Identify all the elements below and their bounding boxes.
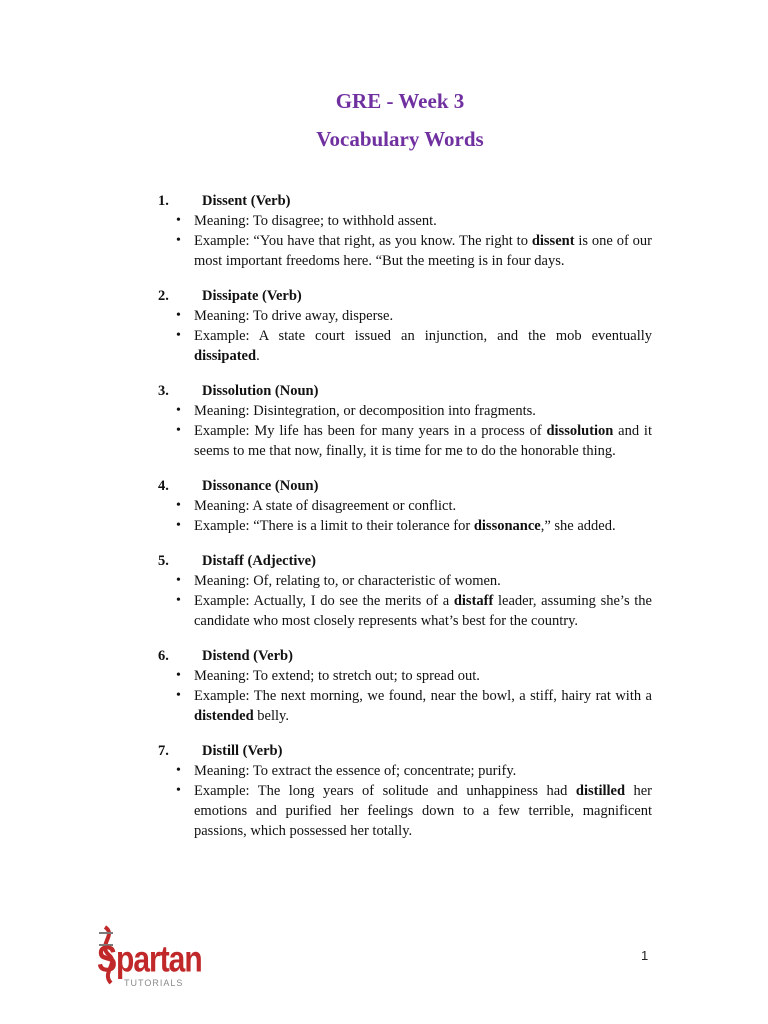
example-after: belly. (253, 708, 289, 724)
meaning-text: Meaning: To drive away, disperse. (194, 308, 394, 324)
example-keyword: distaff (453, 593, 494, 609)
page-title: GRE - Week 3 (335, 89, 465, 113)
vocab-number: 6. (158, 648, 169, 664)
vocab-number: 2. (158, 288, 169, 304)
example-bullet (158, 686, 652, 726)
vocab-word: Dissonance (Noun) (202, 478, 319, 494)
bullet-icon: • (176, 328, 181, 343)
bullet-icon: • (176, 213, 181, 228)
vocab-number: 7. (158, 743, 169, 759)
vocab-word: Dissolution (Noun) (202, 383, 319, 399)
meaning-text: Meaning: To disagree; to withhold assent. (194, 213, 437, 229)
vocab-word: Distill (Verb) (202, 743, 283, 759)
vocab-word: Distend (Verb) (202, 648, 293, 664)
meaning-bullet (158, 401, 652, 421)
bullet-icon: • (176, 498, 181, 513)
meaning-text: Meaning: Of, relating to, or characteristic of women. (194, 573, 501, 589)
example-text (194, 231, 652, 271)
example-before: Example: The next morning, we found, near the bowl, a stiff, hairy rat with a (194, 688, 652, 704)
vocab-number: 3. (158, 383, 169, 399)
bullet-icon: • (176, 668, 181, 683)
bullet-icon: • (176, 403, 181, 418)
vocab-entry (158, 191, 652, 271)
vocab-heading (158, 381, 652, 401)
example-before: Example: My life has been for many years in a process of (194, 423, 547, 439)
example-after: leader, assuming she’s the candidate who most closely represents what’s best for the country. (194, 593, 652, 629)
bullet-icon: • (176, 233, 181, 248)
bullet-icon: • (176, 783, 181, 798)
vocab-heading (158, 741, 652, 761)
meaning-bullet (158, 211, 652, 231)
vocab-entry (158, 381, 652, 461)
vocab-number: 1. (158, 193, 169, 209)
bullet-icon: • (176, 763, 181, 778)
example-text (194, 781, 652, 841)
example-before: Example: “There is a limit to their tolerance for (194, 518, 474, 534)
vocab-entry (158, 286, 652, 366)
vocabulary-list (158, 191, 652, 856)
example-text (194, 686, 652, 726)
vocab-number: 4. (158, 478, 169, 494)
bullet-icon: • (176, 423, 181, 438)
page-number: 1 (641, 948, 649, 963)
vocab-entry (158, 741, 652, 841)
vocab-entry (158, 551, 652, 631)
meaning-bullet (158, 761, 652, 781)
example-before: Example: “You have that right, as you know. The right to (194, 233, 532, 249)
vocab-heading (158, 286, 652, 306)
vocab-word: Dissent (Verb) (202, 193, 291, 209)
example-text (194, 591, 652, 631)
example-keyword: dissent (531, 233, 575, 249)
vocab-heading (158, 191, 652, 211)
meaning-bullet (158, 496, 652, 516)
example-bullet (158, 516, 652, 536)
page-subtitle: Vocabulary Words (316, 127, 484, 151)
vocab-word: Dissipate (Verb) (202, 288, 302, 304)
meaning-text: Meaning: A state of disagreement or conflict. (194, 498, 457, 514)
example-after: is one of our most important freedoms here. “But the meeting is in four days. (194, 233, 652, 269)
example-after: and it seems to me that now, finally, it is time for me to do the honorable thing. (194, 423, 652, 459)
bullet-icon: • (176, 518, 181, 533)
logo-subtext: TUTORIALS (124, 978, 184, 988)
logo-wordmark: Spartan (97, 939, 202, 981)
example-after: . (256, 348, 260, 364)
example-text (194, 326, 652, 366)
vocab-heading (158, 551, 652, 571)
vocab-word: Distaff (Adjective) (202, 553, 316, 569)
example-bullet (158, 326, 652, 366)
example-before: Example: Actually, I do see the merits of a (194, 593, 454, 609)
example-text (194, 516, 652, 536)
meaning-bullet (158, 571, 652, 591)
meaning-bullet (158, 306, 652, 326)
example-before: Example: A state court issued an injunction, and the mob eventually (194, 328, 652, 344)
example-bullet (158, 231, 652, 271)
example-after: her emotions and purified her feelings down to a few terrible, magnificent passions, which possessed her totally. (194, 783, 653, 839)
bullet-icon: • (176, 573, 181, 588)
example-keyword: dissonance (473, 518, 541, 534)
example-after: ,” she added. (540, 518, 616, 534)
example-before: Example: The long years of solitude and unhappiness had (194, 783, 576, 799)
bullet-icon: • (176, 593, 181, 608)
bullet-icon: • (176, 308, 181, 323)
example-text (194, 421, 652, 461)
example-bullet (158, 421, 652, 461)
vocab-entry (158, 646, 652, 726)
vocab-number: 5. (158, 553, 169, 569)
meaning-text: Meaning: To extract the essence of; concentrate; purify. (194, 763, 517, 779)
meaning-text: Meaning: Disintegration, or decomposition into fragments. (194, 403, 536, 419)
meaning-bullet (158, 666, 652, 686)
example-bullet (158, 781, 652, 841)
example-keyword: dissipated (194, 348, 257, 364)
vocab-heading (158, 476, 652, 496)
example-keyword: dissolution (546, 423, 614, 439)
example-keyword: distended (194, 708, 254, 724)
vocab-entry (158, 476, 652, 536)
example-bullet (158, 591, 652, 631)
meaning-text: Meaning: To extend; to stretch out; to spread out. (194, 668, 480, 684)
bullet-icon: • (176, 688, 181, 703)
vocab-heading (158, 646, 652, 666)
example-keyword: distilled (575, 783, 626, 799)
